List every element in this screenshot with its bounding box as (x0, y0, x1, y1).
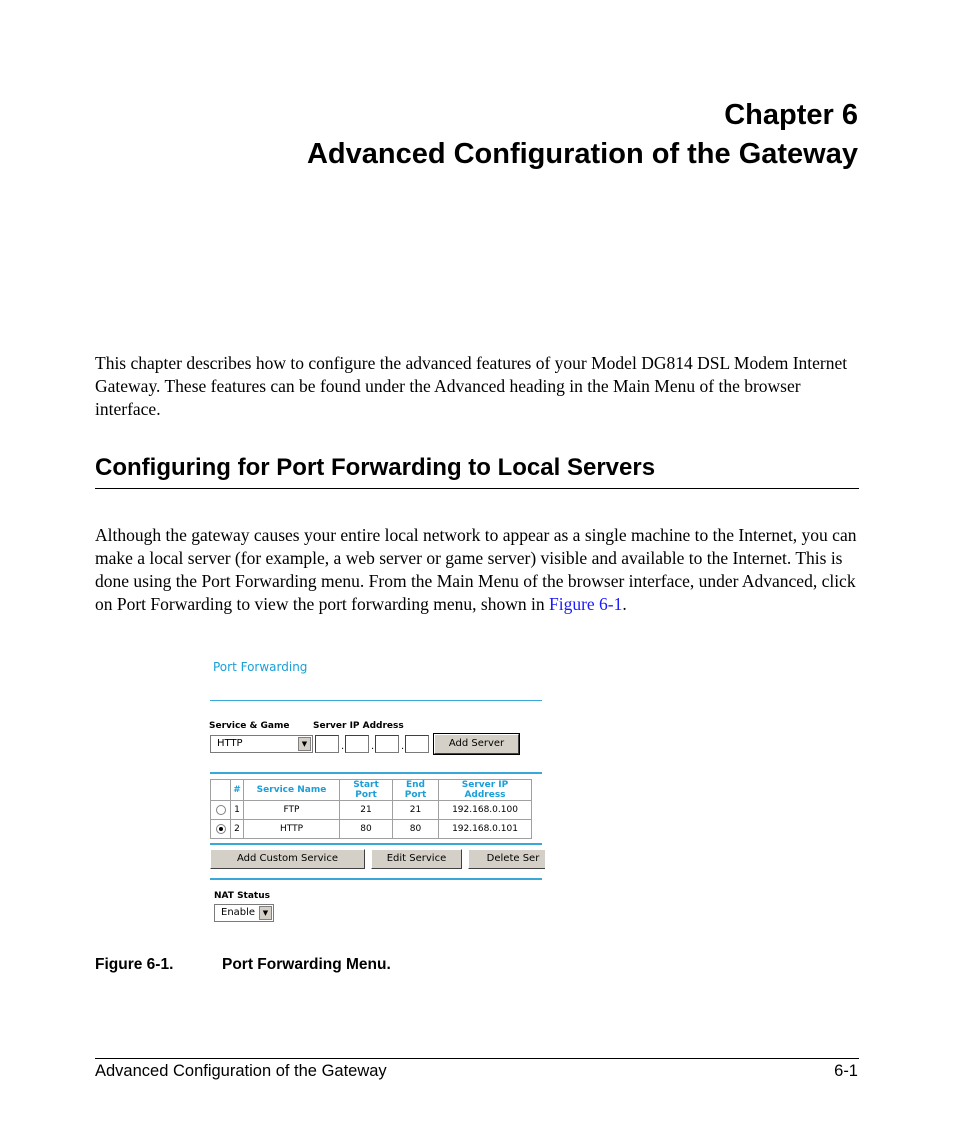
start-port-cell: 21 (340, 801, 393, 820)
port-forwarding-screenshot (205, 655, 545, 930)
ip-dot: . (371, 741, 375, 752)
chevron-down-icon[interactable]: ▼ (259, 906, 272, 920)
server-ip-cell: 192.168.0.101 (439, 820, 532, 839)
column-header: End Port (393, 780, 439, 801)
row-select-cell[interactable] (211, 801, 231, 820)
divider (210, 700, 542, 701)
nat-status-value: Enable (221, 907, 256, 918)
row-number: 1 (231, 801, 244, 820)
table-header-row (211, 780, 532, 801)
table-row[interactable] (211, 820, 532, 839)
row-select-cell[interactable] (211, 820, 231, 839)
port-forwarding-title: Port Forwarding (213, 660, 308, 674)
table-row[interactable] (211, 801, 532, 820)
divider (210, 878, 542, 880)
column-header: Service Name (244, 780, 340, 801)
column-header: Server IP Address (439, 780, 532, 801)
add-server-button[interactable]: Add Server (434, 734, 519, 754)
ip-octet-3-input[interactable] (375, 735, 399, 753)
chapter-heading (307, 96, 858, 174)
service-select[interactable] (210, 735, 313, 753)
column-header: # (231, 780, 244, 801)
section-heading: Configuring for Port Forwarding to Local Servers (95, 452, 859, 489)
add-custom-service-button[interactable]: Add Custom Service (210, 849, 365, 869)
service-game-label: Service & Game (209, 721, 290, 731)
divider (210, 843, 542, 845)
footer-rule (95, 1058, 859, 1059)
chapter-number: Chapter 6 (724, 99, 858, 131)
service-name-cell: FTP (244, 801, 340, 820)
intro-paragraph: This chapter describes how to configure the advanced features of your Model DG814 DSL Modem Internet Gateway. These features can be found under the Advanced heading in the Main Menu of the browser interface. (95, 353, 848, 419)
page-number: 6-1 (834, 1062, 858, 1080)
port-forwarding-table (210, 779, 532, 839)
section-body: Although the gateway causes your entire local network to appear as a single machine to the Internet, you can make a local server (for example, a web server or game server) visible and available to the Internet. This is done using the Port Forwarding menu. From the Main Menu of the browser interface, under Advanced, click on Port Forwarding to view the port forwarding menu, shown in (95, 525, 857, 614)
figure-caption-text: Port Forwarding Menu. (222, 956, 391, 973)
row-number: 2 (231, 820, 244, 839)
end-port-cell: 80 (393, 820, 439, 839)
ip-octet-4-input[interactable] (405, 735, 429, 753)
service-select-value: HTTP (217, 738, 243, 749)
select-column-header (211, 780, 231, 801)
chevron-down-icon[interactable]: ▼ (298, 737, 311, 751)
row-radio[interactable] (216, 805, 226, 815)
chapter-title: Advanced Configuration of the Gateway (306, 138, 858, 170)
end-port-cell: 21 (393, 801, 439, 820)
ip-octet-1-input[interactable] (315, 735, 339, 753)
section-paragraph (95, 524, 859, 616)
figure-caption (95, 956, 391, 974)
column-header: Start Port (340, 780, 393, 801)
row-radio-selected[interactable] (216, 824, 226, 834)
service-name-cell: HTTP (244, 820, 340, 839)
ip-dot: . (341, 741, 345, 752)
figure-link[interactable]: Figure 6-1 (548, 594, 623, 614)
nat-status-select[interactable] (214, 904, 274, 922)
server-ip-label: Server IP Address (313, 721, 404, 731)
nat-status-label: NAT Status (214, 891, 270, 901)
figure-number: Figure 6-1. (95, 956, 174, 973)
edit-service-button[interactable]: Edit Service (371, 849, 462, 869)
section-body-end: . (622, 594, 627, 614)
ip-dot: . (401, 741, 405, 752)
ip-octet-2-input[interactable] (345, 735, 369, 753)
server-ip-cell: 192.168.0.100 (439, 801, 532, 820)
divider (210, 772, 542, 774)
start-port-cell: 80 (340, 820, 393, 839)
delete-service-button[interactable]: Delete Ser (468, 849, 545, 869)
footer-title: Advanced Configuration of the Gateway (95, 1062, 387, 1080)
